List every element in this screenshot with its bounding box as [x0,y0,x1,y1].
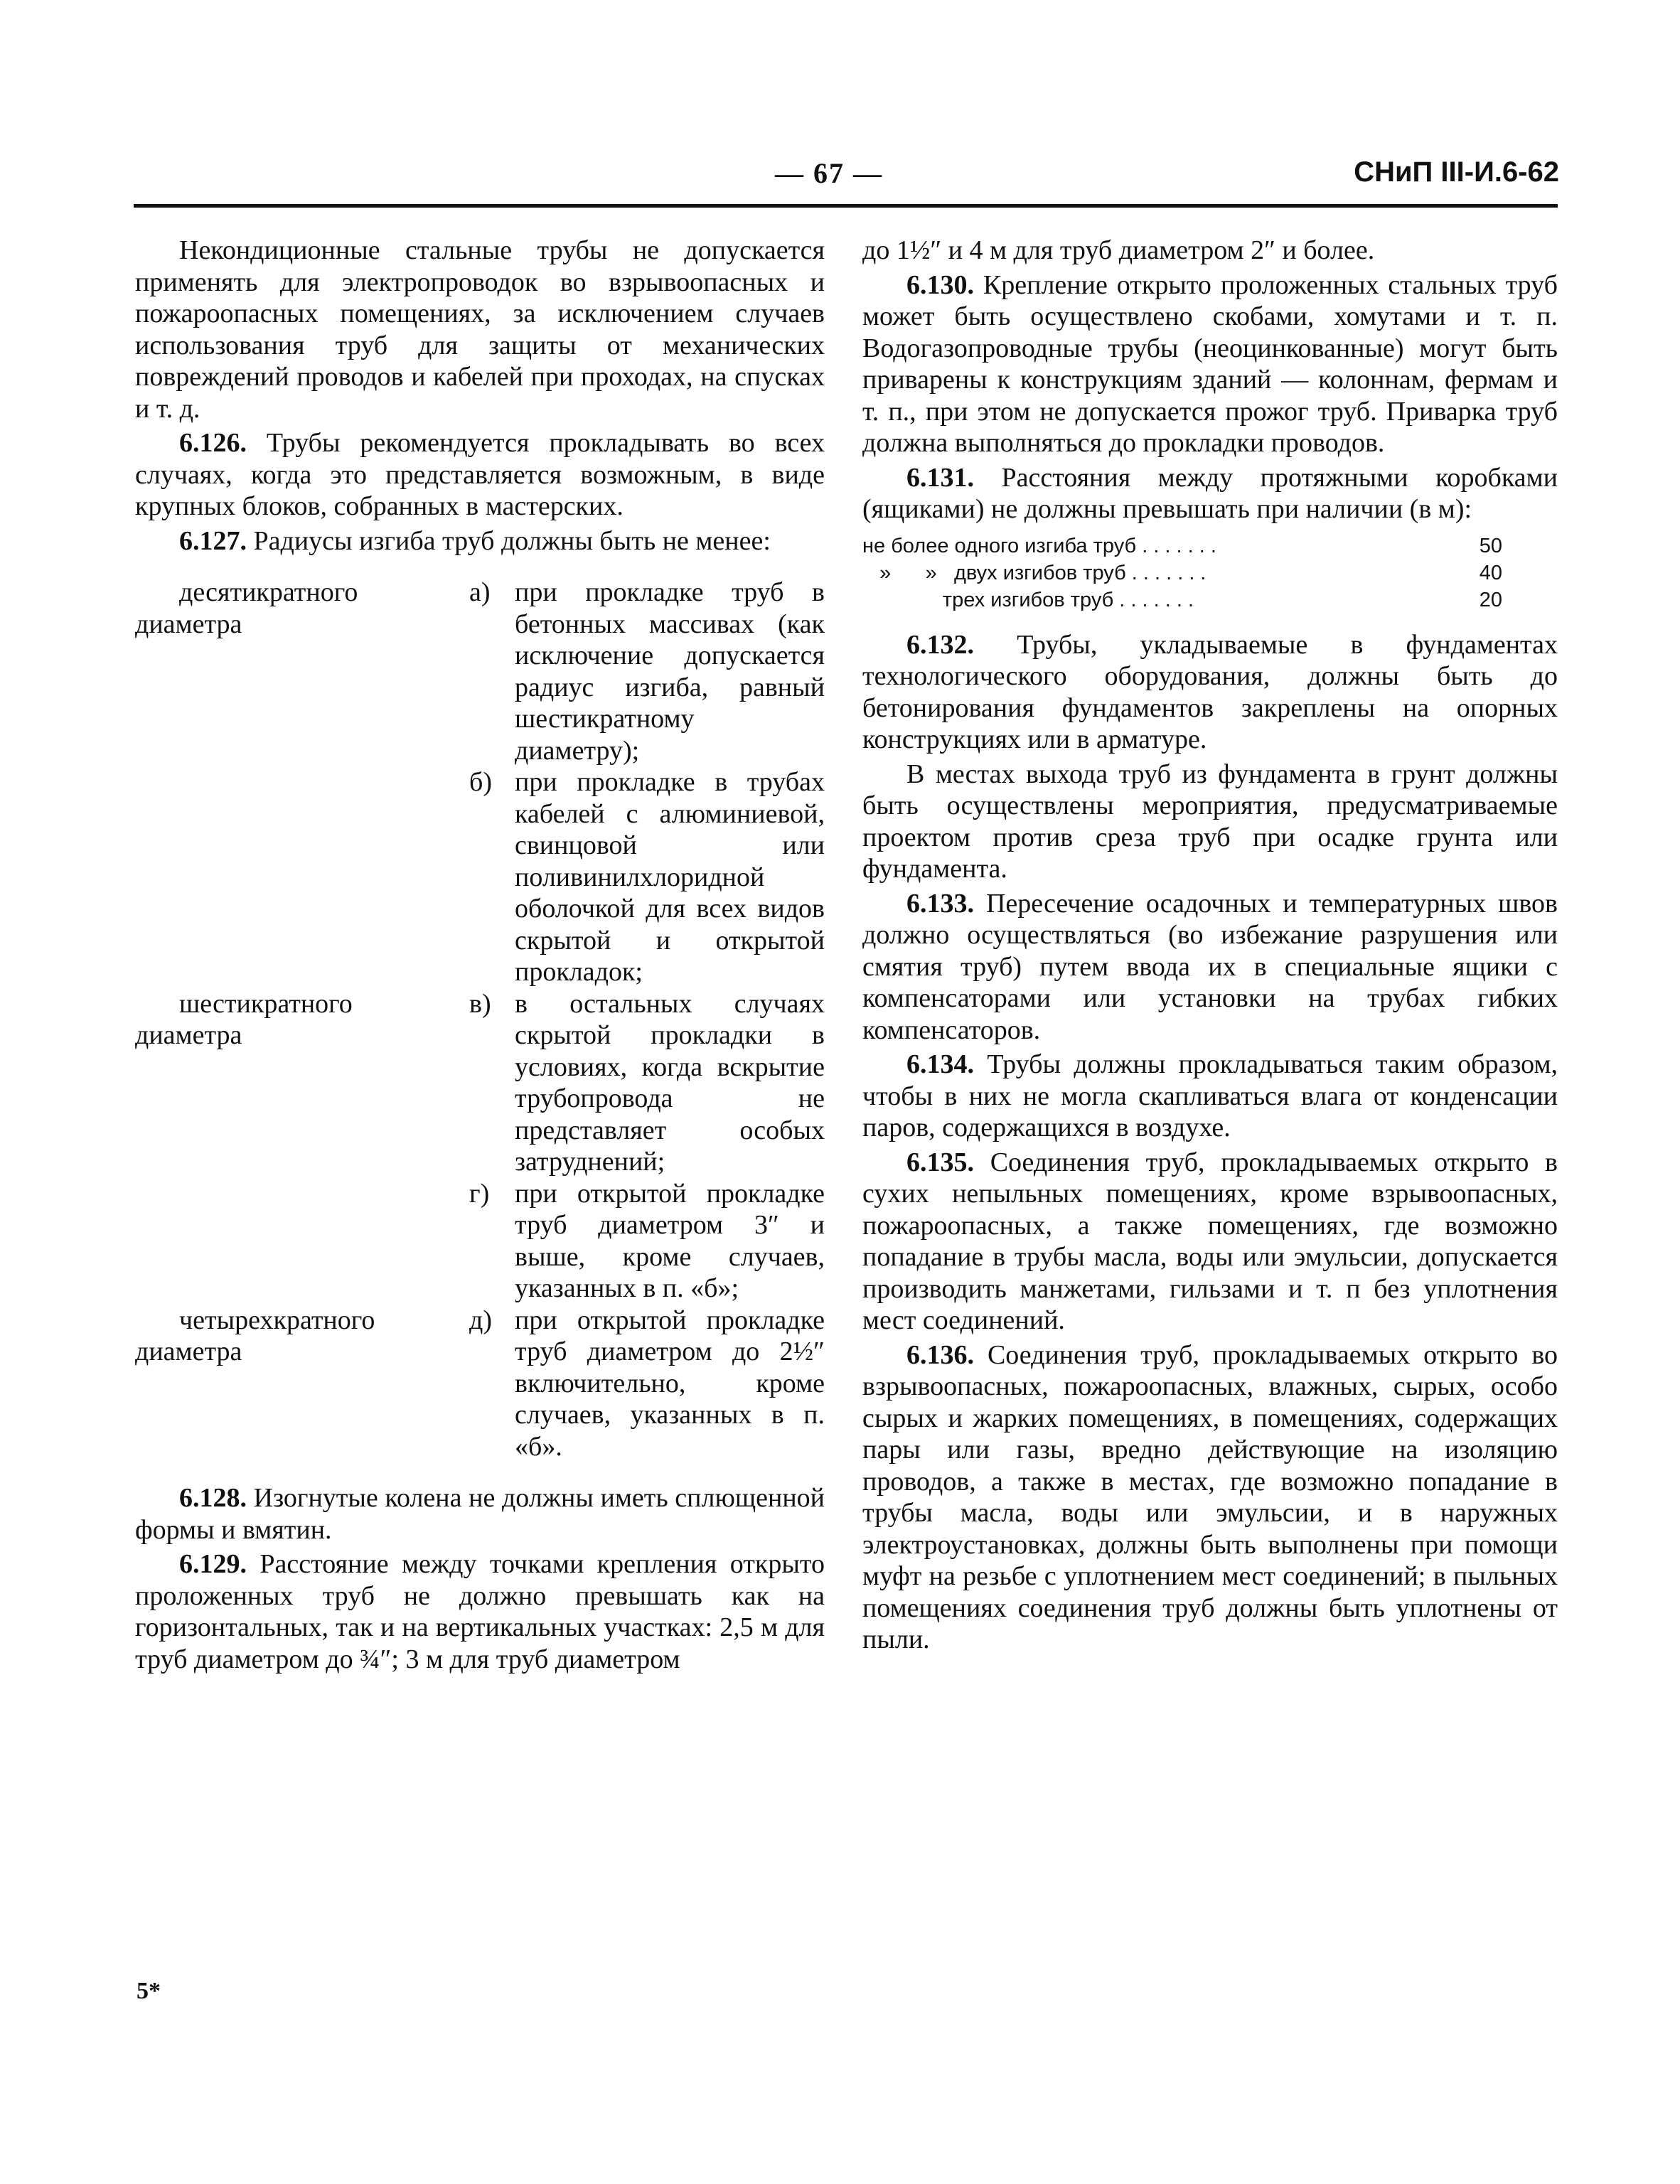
paragraph-foundation-exit: В местах выхода труб из фундамента в грунт должны быть осуществлены мероприятия, предусматриваемые проектом против среза труб при осадке грунта или фундамента. [862,759,1558,884]
item-mark: д) [469,1305,492,1335]
left-column [135,235,825,1675]
radius-label: четырехкратного диаметра [135,1305,375,1366]
page-number: — 67 — [775,157,883,189]
clause-text: Изогнутые колена не должны иметь сплющенной формы и вмятин. [135,1483,825,1545]
item-mark: а) [469,577,491,607]
clause-number: 6.134. [906,1049,974,1079]
table-cell-condition: трех изгибов труб . . . . . . . [862,588,1194,611]
clause-number: 6.129. [179,1549,247,1579]
radius-group [135,988,825,1305]
clause-6-130 [862,269,1558,459]
clause-number: 6.133. [906,888,974,919]
clause-text: Соединения труб, прокладываемых открыто во взрывоопасных, пожароопасных, влажных, сырых, особо сырых и жарких помещениях, в помещениях, содержащих пары или газы, вредно действующие на изоляцию проводов, а также в местах, где возможно попадание в трубы масла, воды или эмульсии, и в наружных электроустановках, должны быть выполнены при помощи муфт на резьбе с уплотнением мест соединений; в пыльных помещениях соединения труб должны быть уплотнены от пыли. [862,1339,1558,1654]
clause-6-132 [862,629,1558,756]
clause-number: 6.131. [906,462,974,493]
table-row [862,560,1558,587]
clause-6-136 [862,1339,1558,1656]
clause-6-133 [862,888,1558,1046]
paragraph-substandard-pipes: Некондиционные стальные трубы не допускается применять для электропроводок во взрывоопасных и пожароопасных помещениях, за исключением случаев использования труб для защиты от механических повреждений проводов и кабелей при проходах, на спусках и т. д. [135,235,825,424]
table-row [862,532,1558,560]
clause-number: 6.127. [179,525,247,556]
item-mark: г) [469,1178,490,1209]
clause-6-129-continued: до 1½″ и 4 м для труб диаметром 2″ и более. [862,235,1375,265]
clause-6-135 [862,1147,1558,1337]
item-text: в остальных случаях скрытой прокладки в условиях, когда вскрытие трубопровода не представляет особых затруднений; [515,988,825,1177]
item-text: при открытой прокладке труб диаметром 3″ и выше, кроме случаев, указанных в п. «б»; [515,1178,825,1303]
table-cell-distance: 50 [1479,534,1502,557]
clause-text: Пересечение осадочных и температурных швов должно осуществляться (во избежание разрушения или смятия труб) путем ввода их в специальные ящики с компенсаторами или установки на трубах гибких компенсаторов. [862,888,1558,1045]
table-cell-condition: не более одного изгиба труб . . . . . . . [862,534,1216,557]
document-code: СНиП III-И.6-62 [1354,156,1559,188]
clause-number: 6.132. [906,629,974,660]
clause-6-134 [862,1049,1558,1144]
clause-text: Радиусы изгиба труб должны быть не менее: [247,525,771,556]
radius-label: шестикратного диаметра [135,988,353,1050]
radius-item [469,1178,825,1305]
item-text: при прокладке в трубах кабелей с алюминиевой, свинцовой или поливинилхлоридной оболочкой для всех видов скрытой и открытой прокладок; [515,767,825,987]
right-column [862,235,1558,1656]
clause-number: 6.128. [179,1483,247,1513]
clause-text: Расстояние между точками крепления открыто проложенных труб не должно превышать как на горизонтальных, так и на вертикальных участках: 2,5 м для труб диаметром до ¾″; 3 м для труб диаметром [135,1549,825,1674]
pull-box-distance-table [862,532,1558,614]
clause-text: Соединения труб, прокладываемых открыто в сухих непыльных помещениях, кроме взрывоопасных, пожароопасных, а также помещениях, где возможно попадание в трубы масла, воды или эмульсии, допускается производить манжетами, гильзами и т. п без уплотнения мест соединений. [862,1147,1558,1335]
clause-number: 6.136. [906,1339,974,1370]
clause-text: Трубы рекомендуется прокладывать во всех случаях, когда это представляется возможным, в виде крупных блоков, собранных в мастерских. [135,428,825,521]
clause-number: 6.126. [179,428,247,458]
clause-text: Расстояния между протяжными коробками (ящиками) не должны превышать при наличии (в м): [862,462,1558,524]
item-text: при прокладке труб в бетонных массивах (как исключение допускается радиус изгиба, равный шестикратному диаметру); [515,577,825,766]
table-cell-distance: 20 [1479,588,1502,611]
table-cell-condition: » » двух изгибов труб . . . . . . . [862,561,1207,584]
radius-item [469,577,825,766]
clause-6-129 [135,1548,825,1675]
radius-group [135,577,825,988]
clause-text: Трубы должны прокладываться таким образом, чтобы в них не могла скапливаться влага от конденсации паров, содержащихся в воздухе. [862,1049,1558,1142]
item-mark: б) [469,767,492,797]
clause-number: 6.130. [906,269,974,300]
signature-mark: 5* [137,1978,161,2004]
bend-radius-list [135,577,825,1462]
clause-6-127 [135,525,825,557]
clause-6-128 [135,1482,825,1546]
radius-item [469,988,825,1178]
radius-group [135,1305,825,1463]
header-rule [134,204,1558,208]
table-row [862,587,1558,614]
clause-number: 6.135. [906,1147,974,1177]
item-mark: в) [469,988,491,1019]
table-cell-distance: 40 [1479,561,1502,584]
clause-6-131 [862,462,1558,525]
page-header [0,156,1680,199]
clause-text: Крепление открыто проложенных стальных труб может быть осуществлено скобами, хомутами и т. п. Водогазопроводные трубы (неоцинкованные) могут быть приварены к конструкциям зданий — колоннам, фермам и т. п., при этом не допускается прожог труб. Приварка труб должна выполняться до прокладки проводов. [862,269,1558,458]
radius-item [469,766,825,988]
radius-item [469,1305,825,1463]
clause-text: Трубы, укладываемые в фундаментах технологического оборудования, должны быть до бетонирования фундаментов закреплены на опорных конструкциях или в арматуре. [862,629,1558,754]
item-text: при открытой прокладке труб диаметром до 2½″ включительно, кроме случаев, указанных в п. «б». [515,1305,825,1462]
clause-6-126 [135,427,825,523]
radius-label: десятикратного диаметра [135,577,358,639]
